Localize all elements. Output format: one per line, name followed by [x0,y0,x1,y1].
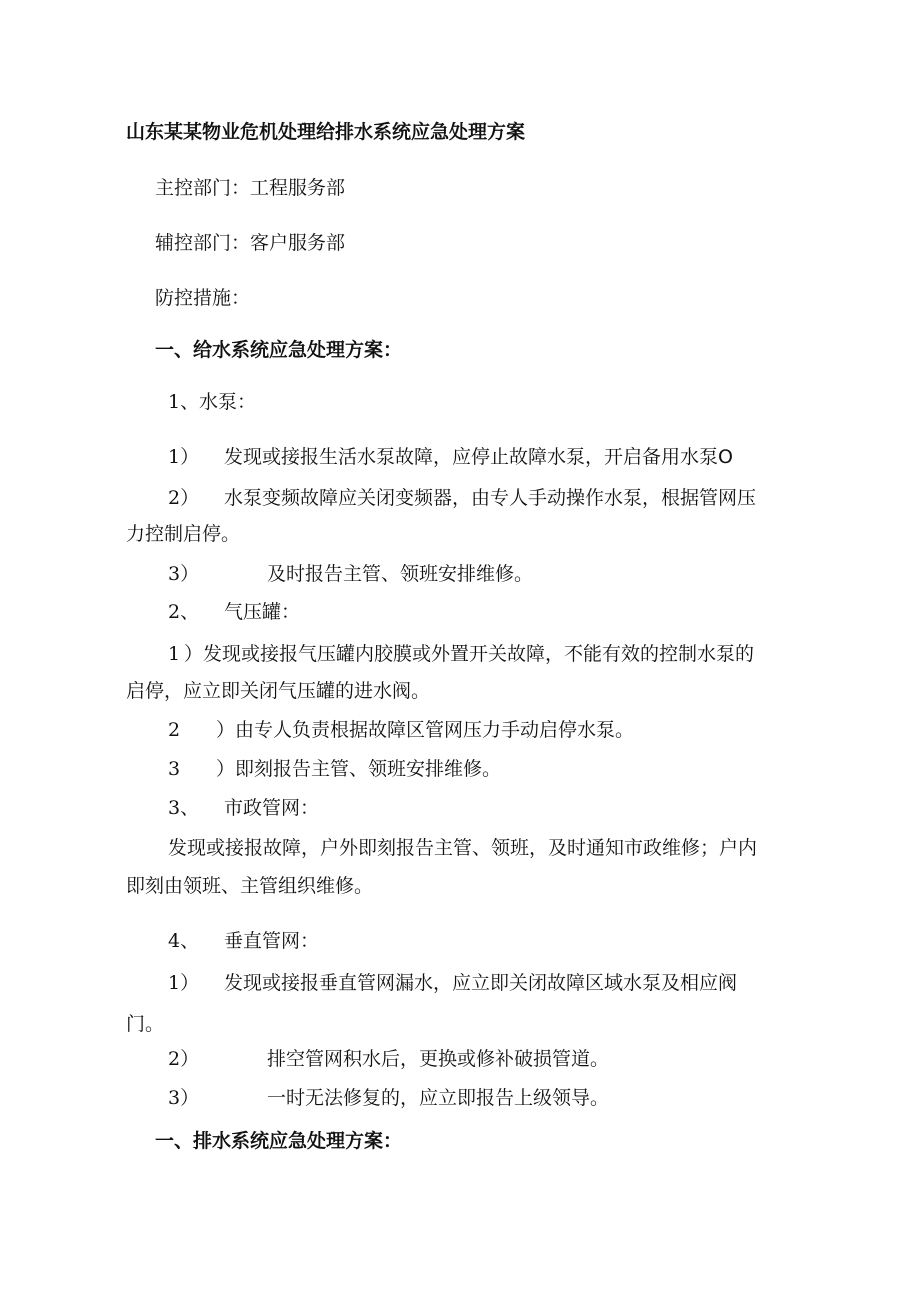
document-title: 山东某某物业危机处理给排水系统应急处理方案 [126,121,526,143]
pump-number: 1、 [168,391,200,413]
measures-label: 防控措施： [155,287,251,309]
tank-item-3-text: ）即刻报告主管、领班安排维修。 [216,758,502,780]
tank-item-1-continuation: 启停，应立即关闭气压罐的进水阀。 [126,680,431,702]
main-department: 主控部门：工程服务部 [155,177,346,199]
municipal-number: 3、 [168,797,200,819]
tank-item-3-number: 3 [168,758,181,780]
municipal-title: 市政管网： [224,797,320,819]
pump-item-1-number: 1） [168,446,200,468]
tank-item-1-text: ）发现或接报气压罐内胶膜或外置开关故障，不能有效的控制水泵的 [184,643,755,665]
vertical-item-3-text: 一时无法修复的，应立即报告上级领导。 [267,1087,610,1109]
tank-item-2-text: ）由专人负责根据故障区管网压力手动启停水泵。 [216,719,635,741]
pump-title: 水泵： [199,391,257,413]
vertical-item-2-number: 2） [168,1048,200,1070]
tank-item-1-number: 1 [168,643,181,665]
section1-heading: 一、给水系统应急处理方案： [155,339,403,361]
pump-item-1-text: 发现或接报生活水泵故障，应停止故障水泵，开启备用水泵O [224,446,733,468]
municipal-text: 发现或接报故障，户外即刻报告主管、领班，及时通知市政维修；户内 [168,837,758,859]
municipal-continuation: 即刻由领班、主管组织维修。 [126,875,374,897]
vertical-title: 垂直管网： [224,930,320,952]
pump-item-3-text: 及时报告主管、领班安排维修。 [267,563,534,585]
tank-item-2-number: 2 [168,719,181,741]
vertical-item-1-number: 1） [168,972,200,994]
pump-item-2-continuation: 力控制启停。 [126,523,241,545]
pump-item-2-number: 2） [168,487,200,509]
section2-heading: 一、排水系统应急处理方案： [155,1130,403,1152]
tank-title: 气压罐： [224,601,301,623]
vertical-item-2-text: 排空管网积水后，更换或修补破损管道。 [267,1048,610,1070]
pump-item-2-text: 水泵变频故障应关闭变频器，由专人手动操作水泵，根据管网压 [224,487,757,509]
pump-item-3-number: 3） [168,563,200,585]
tank-number: 2、 [168,601,200,623]
vertical-number: 4、 [168,930,200,952]
auxiliary-department: 辅控部门：客户服务部 [155,232,346,254]
vertical-item-1-text: 发现或接报垂直管网漏水，应立即关闭故障区域水泵及相应阀 [224,972,738,994]
vertical-item-1-continuation: 门。 [126,1013,165,1035]
vertical-item-3-number: 3） [168,1087,200,1109]
